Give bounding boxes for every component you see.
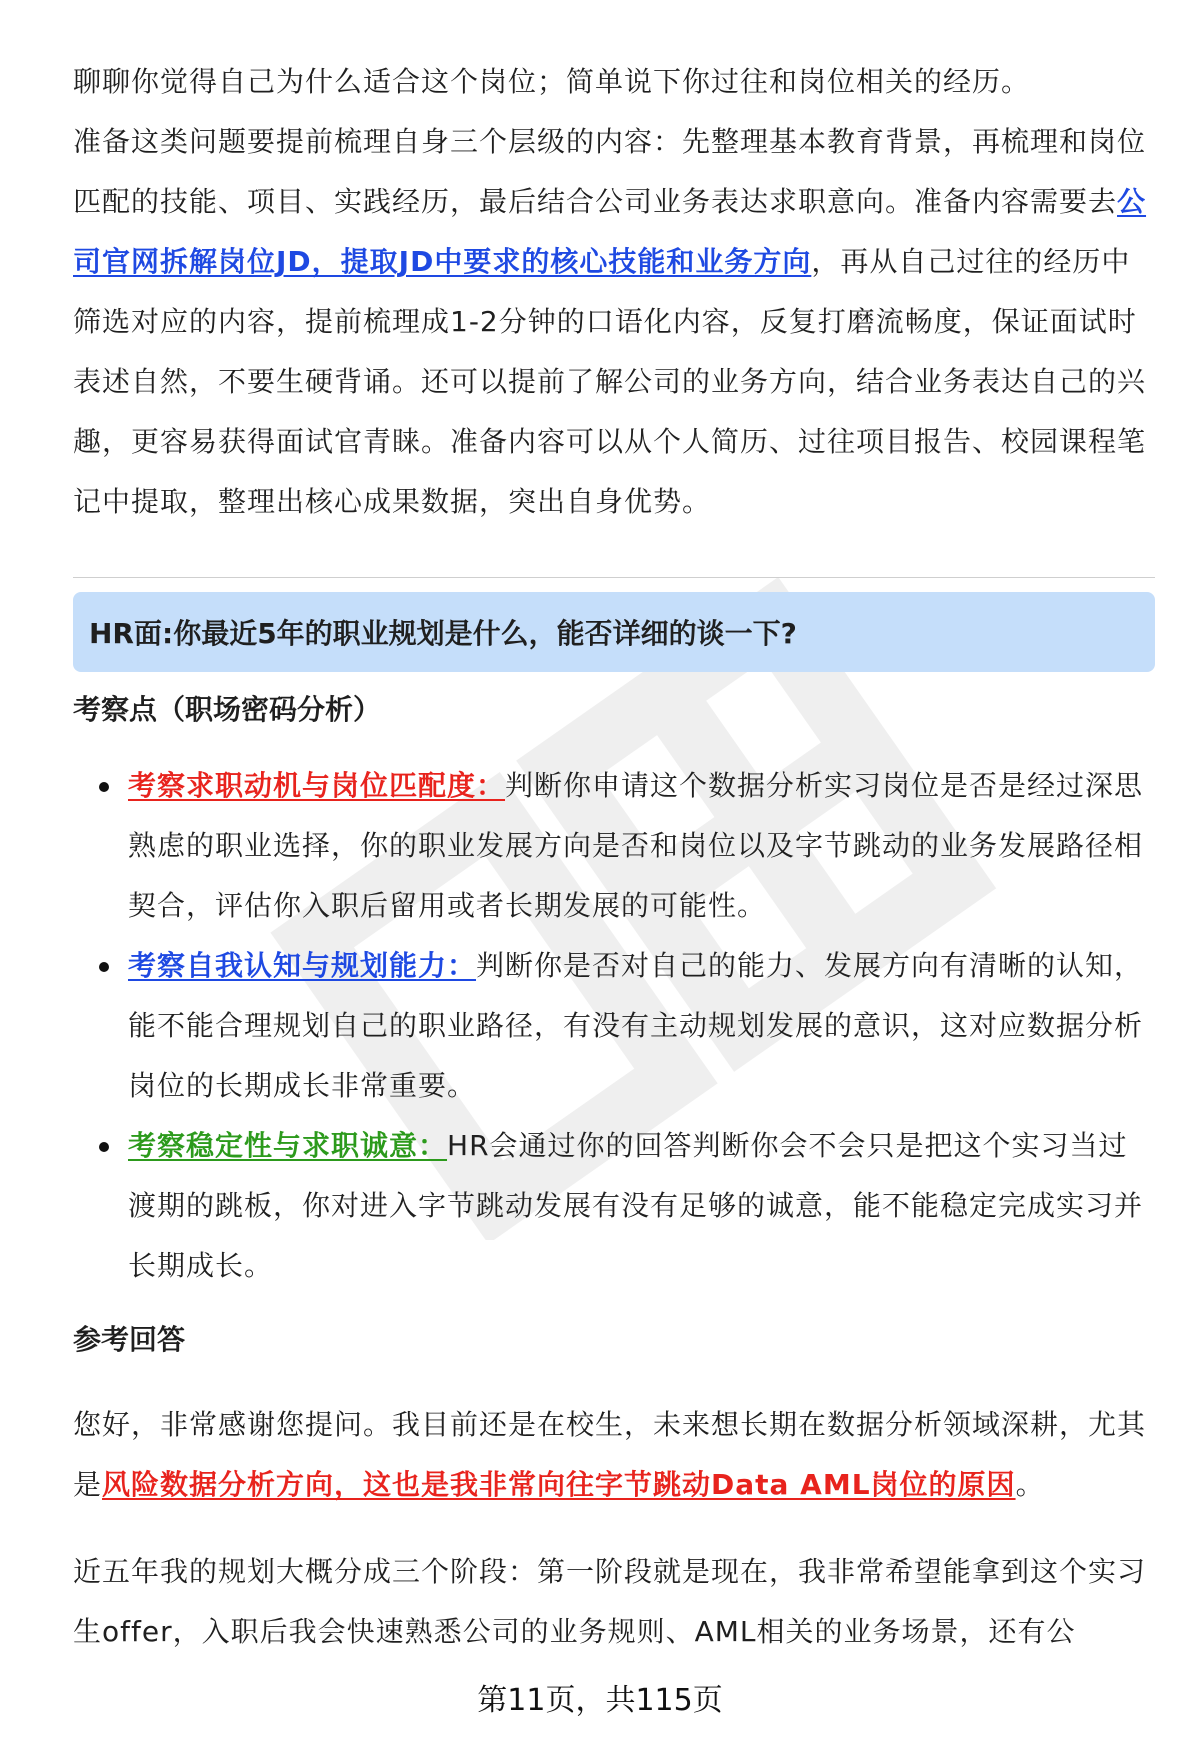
question-callout: [73, 592, 1155, 672]
jd-link[interactable]: 公司官网拆解岗位JD，提取JD中要求的核心技能和业务方向: [73, 185, 1147, 278]
intro-line: 聊聊你觉得自己为什么适合这个岗位；简单说下你过往和岗位相关的经历。: [73, 65, 1031, 98]
list-item: [73, 936, 1155, 1116]
answer-title: 参考回答: [73, 1323, 186, 1356]
answer-paragraph-2: 近五年我的规划大概分成三个阶段：第一阶段就是现在，我非常希望能拿到这个实习生offer，入职后我会快速熟悉公司的业务规则、AML相关的业务场景，还有公: [73, 1555, 1147, 1648]
point-text: HR会通过你的回答判断你会不会只是把这个实习当过渡期的跳板，你对进入字节跳动发展有没有足够的诚意，能不能稳定完成实习并长期成长。: [128, 1129, 1144, 1282]
intro-paragraph: [73, 112, 1155, 532]
intro-text-a: 准备这类问题要提前梳理自身三个层级的内容：先整理基本教育背景，再梳理和岗位匹配的技能、项目、实践经历，最后结合公司业务表达求职意向。准备内容需要去: [73, 125, 1147, 218]
answer-text-a: 您好，非常感谢您提问。我目前还是在校生，未来想长期在数据分析领域深耕，尤其是: [73, 1408, 1147, 1501]
point-label: 考察自我认知与规划能力：: [128, 949, 477, 982]
bullet-icon: [99, 1142, 109, 1152]
point-label: 考察求职动机与岗位匹配度：: [128, 769, 506, 802]
point-text: 判断你申请这个数据分析实习岗位是否是经过深思熟虑的职业选择，你的职业发展方向是否和岗位以及字节跳动的业务发展路径相契合，评估你入职后留用或者长期发展的可能性。: [128, 769, 1144, 922]
point-text: 判断你是否对自己的能力、发展方向有清晰的认知，能不能合理规划自己的职业路径，有没有主动规划发展的意识，这对应数据分析岗位的长期成长非常重要。: [128, 949, 1144, 1102]
list-item: [73, 1116, 1155, 1296]
answer-paragraph-1: [73, 1395, 1155, 1515]
intro-text-b: ，再从自己过往的经历中筛选对应的内容，提前梳理成1-2分钟的口语化内容，反复打磨流畅度，保证面试时表述自然，不要生硬背诵。还可以提前了解公司的业务方向，结合业务表达自己的兴趣，更容易获得面试官青睐。准备内容可以从个人简历、过往项目报告、校园课程笔记中提取，整理出核心成果数据，突出自身优势。: [73, 245, 1147, 518]
answer-text-b: 。: [1015, 1468, 1045, 1501]
bullet-icon: [99, 962, 109, 972]
analysis-points: [73, 756, 1155, 1296]
list-item: [73, 756, 1155, 936]
page-number: 第11页，共115页: [477, 1683, 723, 1718]
answer-highlight: 风险数据分析方向，这也是我非常向往字节跳动Data AML岗位的原因: [102, 1468, 1016, 1501]
question-text: HR面:你最近5年的职业规划是什么，能否详细的谈一下?: [89, 617, 797, 650]
bullet-icon: [99, 782, 109, 792]
section-divider: [73, 577, 1155, 578]
point-label: 考察稳定性与求职诚意：: [128, 1129, 448, 1162]
analysis-title: 考察点（职场密码分析）: [73, 693, 382, 726]
